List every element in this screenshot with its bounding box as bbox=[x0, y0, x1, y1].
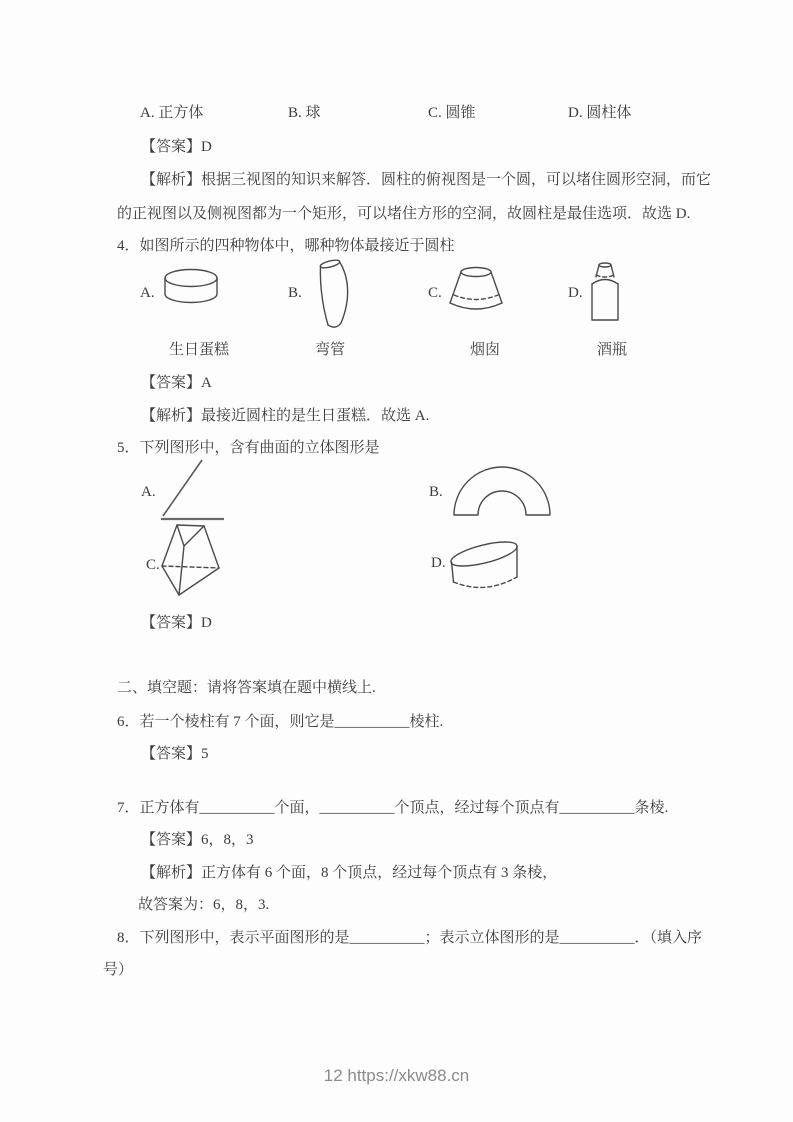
q4-item-a-label: A. bbox=[140, 285, 155, 301]
q4-item-d-label: D. bbox=[568, 285, 583, 301]
truncated-cylinder-figure bbox=[448, 532, 523, 596]
angle-figure bbox=[158, 458, 228, 522]
q4-answer: 【答案】A bbox=[141, 375, 212, 391]
q5-item-a-label: A. bbox=[141, 484, 156, 500]
q7-answer: 【答案】6，8，3 bbox=[141, 832, 254, 848]
q5-question: 5．下列图形中，含有曲面的立体图形是 bbox=[117, 440, 380, 456]
q4-item-a-caption: 生日蛋糕 bbox=[169, 342, 230, 358]
q5-answer: 【答案】D bbox=[141, 615, 212, 631]
q7-question: 7．正方体有__________个面，__________个顶点，经过每个顶点有__________条棱. bbox=[117, 800, 669, 816]
q8-question-line2: 号） bbox=[103, 962, 134, 978]
q4-item-b-caption: 弯管 bbox=[315, 342, 346, 358]
q3-option-d: D. 圆柱体 bbox=[568, 105, 632, 121]
q5-item-b-label: B. bbox=[429, 484, 443, 500]
arch-figure bbox=[448, 461, 556, 519]
prism-figure bbox=[157, 523, 227, 603]
chimney-figure bbox=[447, 264, 507, 314]
q5-item-c-label: C. bbox=[146, 557, 160, 573]
q3-option-a: A. 正方体 bbox=[140, 105, 204, 121]
curved-pipe-figure bbox=[312, 259, 354, 331]
bottle-figure bbox=[590, 261, 620, 323]
q5-item-d-label: D. bbox=[431, 555, 446, 571]
q6-question: 6．若一个棱柱有 7 个面，则它是__________棱柱. bbox=[117, 714, 444, 730]
page-footer-url: 12 https://xkw88.cn bbox=[323, 1066, 470, 1085]
q4-question: 4．如图所示的四种物体中，哪种物体最接近于圆柱 bbox=[117, 238, 455, 254]
q3-option-c: C. 圆锥 bbox=[428, 105, 476, 121]
q3-analysis-line2: 的正视图以及侧视图都为一个矩形，可以堵住方形的空洞，故圆柱是最佳选项．故选 D. bbox=[117, 206, 691, 222]
q6-answer: 【答案】5 bbox=[141, 746, 209, 762]
q3-answer: 【答案】D bbox=[141, 139, 212, 155]
cake-figure bbox=[163, 268, 219, 306]
q8-question-line1: 8．下列图形中，表示平面图形的是__________；表示立体图形的是__________．（填入序 bbox=[117, 930, 703, 946]
q3-option-b: B. 球 bbox=[288, 105, 321, 121]
q7-conclusion: 故答案为：6，8，3. bbox=[138, 897, 270, 913]
q4-item-c-label: C. bbox=[428, 285, 442, 301]
q7-analysis: 【解析】正方体有 6 个面，8 个顶点，经过每个顶点有 3 条棱， bbox=[141, 865, 558, 881]
q4-item-d-caption: 酒瓶 bbox=[597, 342, 628, 358]
q3-analysis-line1: 【解析】根据三视图的知识来解答．圆柱的俯视图是一个圆，可以堵住圆形空洞，而它 bbox=[141, 172, 712, 188]
q4-item-b-label: B. bbox=[288, 285, 302, 301]
q4-analysis: 【解析】最接近圆柱的是生日蛋糕．故选 A. bbox=[141, 408, 430, 424]
section2-title: 二、填空题：请将答案填在题中横线上. bbox=[117, 680, 376, 696]
q4-item-c-caption: 烟囱 bbox=[470, 342, 501, 358]
